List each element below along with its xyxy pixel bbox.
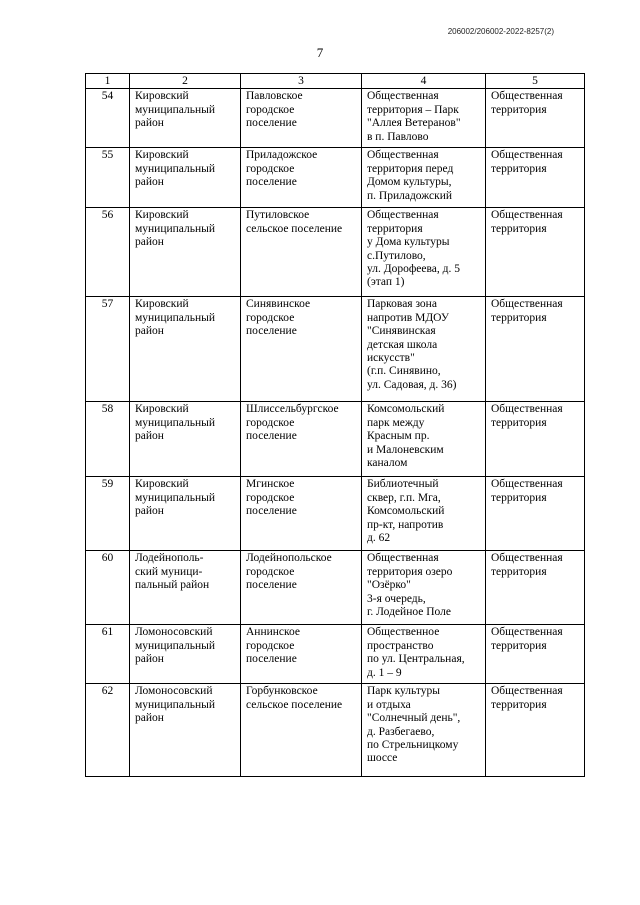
district-cell-line: Кировский bbox=[135, 90, 189, 103]
object-cell-line: территория перед bbox=[367, 162, 454, 175]
settlement-cell bbox=[241, 89, 362, 148]
district-cell-line: Кировский bbox=[135, 209, 189, 222]
table-row bbox=[86, 208, 585, 297]
type-cell-line: Общественная bbox=[491, 149, 563, 162]
settlement-cell bbox=[241, 477, 362, 551]
district-cell-line: муниципальный bbox=[135, 162, 216, 175]
district-cell-line: муниципальный bbox=[135, 311, 216, 324]
district-cell-line: Ломоносовский bbox=[135, 685, 213, 698]
district-cell bbox=[130, 625, 241, 684]
settlement-cell-line: Лодейнопольское bbox=[246, 552, 332, 565]
district-cell-line: муниципальный bbox=[135, 103, 216, 116]
district-cell-line: муниципальный bbox=[135, 698, 216, 711]
district-cell-line: район bbox=[135, 325, 164, 338]
table-row bbox=[86, 89, 585, 148]
type-cell-line: Общественная bbox=[491, 478, 563, 491]
row-number: 56 bbox=[86, 208, 130, 297]
table-row bbox=[86, 477, 585, 551]
settlement-cell bbox=[241, 208, 362, 297]
district-cell-line: район bbox=[135, 117, 164, 130]
district-cell-line: район bbox=[135, 712, 164, 725]
object-cell-line: сквер, г.п. Мга, bbox=[367, 491, 441, 504]
object-cell-line: шоссе bbox=[367, 752, 398, 765]
document-code: 206002/206002-2022-8257(2) bbox=[447, 27, 554, 36]
settlement-cell bbox=[241, 297, 362, 402]
object-cell bbox=[362, 625, 486, 684]
object-cell bbox=[362, 684, 486, 777]
type-cell-line: территория bbox=[491, 222, 547, 235]
object-cell-line: п. Приладожский bbox=[367, 189, 453, 202]
type-cell-line: территория bbox=[491, 103, 547, 116]
settlement-cell-line: поселение bbox=[246, 653, 297, 666]
type-cell bbox=[486, 625, 585, 684]
settlement-cell bbox=[241, 625, 362, 684]
type-cell bbox=[486, 477, 585, 551]
column-header: 4 bbox=[362, 74, 486, 89]
column-header: 1 bbox=[86, 74, 130, 89]
object-cell-line: с.Путилово, bbox=[367, 249, 426, 262]
district-cell-line: район bbox=[135, 653, 164, 666]
type-cell-line: Общественная bbox=[491, 209, 563, 222]
district-cell bbox=[130, 89, 241, 148]
object-cell bbox=[362, 402, 486, 477]
settlement-cell-line: Павловское bbox=[246, 90, 303, 103]
object-cell-line: и отдыха bbox=[367, 698, 411, 711]
object-cell-line: Комсомольский bbox=[367, 505, 445, 518]
type-cell-line: территория bbox=[491, 698, 547, 711]
type-cell-line: Общественная bbox=[491, 298, 563, 311]
settlement-cell-line: поселение bbox=[246, 505, 297, 518]
object-cell-line: г. Лодейное Поле bbox=[367, 606, 451, 619]
object-cell-line: "Озёрко" bbox=[367, 579, 411, 592]
object-cell bbox=[362, 208, 486, 297]
settlement-cell-line: городское bbox=[246, 491, 295, 504]
district-cell-line: муниципальный bbox=[135, 222, 216, 235]
object-cell-line: д. 1 – 9 bbox=[367, 666, 402, 679]
type-cell-line: территория bbox=[491, 416, 547, 429]
district-cell bbox=[130, 477, 241, 551]
type-cell bbox=[486, 89, 585, 148]
settlement-cell bbox=[241, 684, 362, 777]
district-cell-line: район bbox=[135, 176, 164, 189]
object-cell-line: территория bbox=[367, 222, 423, 235]
row-number: 62 bbox=[86, 684, 130, 777]
type-cell bbox=[486, 297, 585, 402]
settlement-cell-line: Горбунковское bbox=[246, 685, 318, 698]
type-cell-line: Общественная bbox=[491, 685, 563, 698]
district-cell bbox=[130, 297, 241, 402]
settlement-cell-line: поселение bbox=[246, 430, 297, 443]
object-cell-line: ул. Садовая, д. 36) bbox=[367, 378, 457, 391]
settlement-cell-line: Путиловское bbox=[246, 209, 310, 222]
settlement-cell-line: Аннинское bbox=[246, 626, 301, 639]
settlement-cell-line: поселение bbox=[246, 579, 297, 592]
object-cell-line: Общественная bbox=[367, 149, 439, 162]
district-cell-line: муниципальный bbox=[135, 491, 216, 504]
object-cell bbox=[362, 477, 486, 551]
settlement-cell-line: поселение bbox=[246, 325, 297, 338]
column-header: 5 bbox=[486, 74, 585, 89]
object-cell-line: пространство bbox=[367, 639, 434, 652]
object-cell bbox=[362, 551, 486, 625]
settlement-cell-line: Шлиссельбургское bbox=[246, 403, 339, 416]
object-cell-line: парк между bbox=[367, 416, 425, 429]
type-cell bbox=[486, 551, 585, 625]
object-cell-line: Общественная bbox=[367, 90, 439, 103]
object-cell-line: Красным пр. bbox=[367, 430, 430, 443]
object-cell-line: Общественное bbox=[367, 626, 440, 639]
object-cell-line: "Синявинская bbox=[367, 325, 436, 338]
settlement-cell-line: городское bbox=[246, 162, 295, 175]
district-cell-line: муниципальный bbox=[135, 416, 216, 429]
district-cell-line: Кировский bbox=[135, 149, 189, 162]
object-cell bbox=[362, 148, 486, 208]
district-cell bbox=[130, 402, 241, 477]
type-cell-line: территория bbox=[491, 565, 547, 578]
type-cell-line: Общественная bbox=[491, 626, 563, 639]
row-number: 61 bbox=[86, 625, 130, 684]
district-cell-line: Лодейнополь- bbox=[135, 552, 204, 565]
type-cell-line: территория bbox=[491, 491, 547, 504]
object-cell-line: "Солнечный день", bbox=[367, 712, 461, 725]
object-cell-line: Общественная bbox=[367, 552, 439, 565]
object-cell-line: (г.п. Синявино, bbox=[367, 365, 441, 378]
type-cell bbox=[486, 208, 585, 297]
settlement-cell-line: Синявинское bbox=[246, 298, 311, 311]
row-number: 59 bbox=[86, 477, 130, 551]
object-cell-line: Комсомольский bbox=[367, 403, 445, 416]
table-row bbox=[86, 297, 585, 402]
table-row bbox=[86, 551, 585, 625]
district-cell bbox=[130, 551, 241, 625]
object-cell-line: Общественная bbox=[367, 209, 439, 222]
settlement-cell-line: городское bbox=[246, 416, 295, 429]
object-cell-line: территория озеро bbox=[367, 565, 453, 578]
type-cell-line: территория bbox=[491, 162, 547, 175]
object-cell-line: напротив МДОУ bbox=[367, 311, 449, 324]
type-cell-line: территория bbox=[491, 639, 547, 652]
settlement-cell bbox=[241, 402, 362, 477]
district-cell-line: пальный район bbox=[135, 579, 210, 592]
settlement-cell-line: сельское поселение bbox=[246, 222, 343, 235]
object-cell-line: Библиотечный bbox=[367, 478, 439, 491]
settlement-cell bbox=[241, 148, 362, 208]
type-cell bbox=[486, 148, 585, 208]
object-cell-line: в п. Павлово bbox=[367, 130, 429, 143]
district-cell-line: ский муници- bbox=[135, 565, 203, 578]
settlement-cell-line: городское bbox=[246, 565, 295, 578]
district-cell-line: Кировский bbox=[135, 298, 189, 311]
district-cell-line: Кировский bbox=[135, 478, 189, 491]
type-cell-line: Общественная bbox=[491, 90, 563, 103]
column-header: 3 bbox=[241, 74, 362, 89]
header-row bbox=[86, 74, 585, 89]
settlement-cell-line: сельское поселение bbox=[246, 698, 343, 711]
district-cell bbox=[130, 148, 241, 208]
settlement-cell bbox=[241, 551, 362, 625]
row-number: 58 bbox=[86, 402, 130, 477]
object-cell-line: (этап 1) bbox=[367, 276, 405, 289]
column-header: 2 bbox=[130, 74, 241, 89]
settlement-cell-line: Приладожское bbox=[246, 149, 318, 162]
table-row bbox=[86, 684, 585, 777]
object-cell-line: "Аллея Ветеранов" bbox=[367, 117, 461, 130]
object-cell-line: д. 62 bbox=[367, 532, 391, 545]
object-cell-line: детская школа bbox=[367, 338, 438, 351]
type-cell-line: территория bbox=[491, 311, 547, 324]
district-cell-line: район bbox=[135, 236, 164, 249]
object-cell bbox=[362, 297, 486, 402]
object-cell-line: Парковая зона bbox=[367, 298, 437, 311]
type-cell-line: Общественная bbox=[491, 552, 563, 565]
district-cell-line: район bbox=[135, 430, 164, 443]
district-cell-line: муниципальный bbox=[135, 639, 216, 652]
type-cell bbox=[486, 402, 585, 477]
object-cell bbox=[362, 89, 486, 148]
object-cell-line: и Малоневским bbox=[367, 443, 444, 456]
district-cell-line: район bbox=[135, 505, 164, 518]
table-row bbox=[86, 625, 585, 684]
district-cell bbox=[130, 684, 241, 777]
object-cell-line: искусств" bbox=[367, 352, 415, 365]
table-row bbox=[86, 402, 585, 477]
settlement-cell-line: поселение bbox=[246, 117, 297, 130]
settlement-cell-line: городское bbox=[246, 103, 295, 116]
object-cell-line: каналом bbox=[367, 457, 408, 470]
settlement-cell-line: городское bbox=[246, 639, 295, 652]
row-number: 55 bbox=[86, 148, 130, 208]
object-cell-line: территория – Парк bbox=[367, 103, 459, 116]
type-cell bbox=[486, 684, 585, 777]
object-cell-line: д. Разбегаево, bbox=[367, 725, 435, 738]
district-cell-line: Кировский bbox=[135, 403, 189, 416]
table-row bbox=[86, 148, 585, 208]
row-number: 57 bbox=[86, 297, 130, 402]
settlement-cell-line: городское bbox=[246, 311, 295, 324]
object-cell-line: Парк культуры bbox=[367, 685, 440, 698]
page-number: 7 bbox=[316, 45, 324, 60]
settlement-cell-line: Мгинское bbox=[246, 478, 295, 491]
object-cell-line: по Стрельницкому bbox=[367, 739, 459, 752]
row-number: 54 bbox=[86, 89, 130, 148]
object-cell-line: ул. Дорофеева, д. 5 bbox=[367, 263, 460, 276]
object-cell-line: Домом культуры, bbox=[367, 176, 452, 189]
type-cell-line: Общественная bbox=[491, 403, 563, 416]
object-cell-line: у Дома культуры bbox=[367, 236, 450, 249]
settlement-cell-line: поселение bbox=[246, 176, 297, 189]
registry-table bbox=[85, 73, 585, 777]
object-cell-line: пр-кт, напротив bbox=[367, 518, 444, 531]
district-cell-line: Ломоносовский bbox=[135, 626, 213, 639]
object-cell-line: по ул. Центральная, bbox=[367, 653, 465, 666]
row-number: 60 bbox=[86, 551, 130, 625]
object-cell-line: 3-я очередь, bbox=[367, 592, 426, 605]
district-cell bbox=[130, 208, 241, 297]
